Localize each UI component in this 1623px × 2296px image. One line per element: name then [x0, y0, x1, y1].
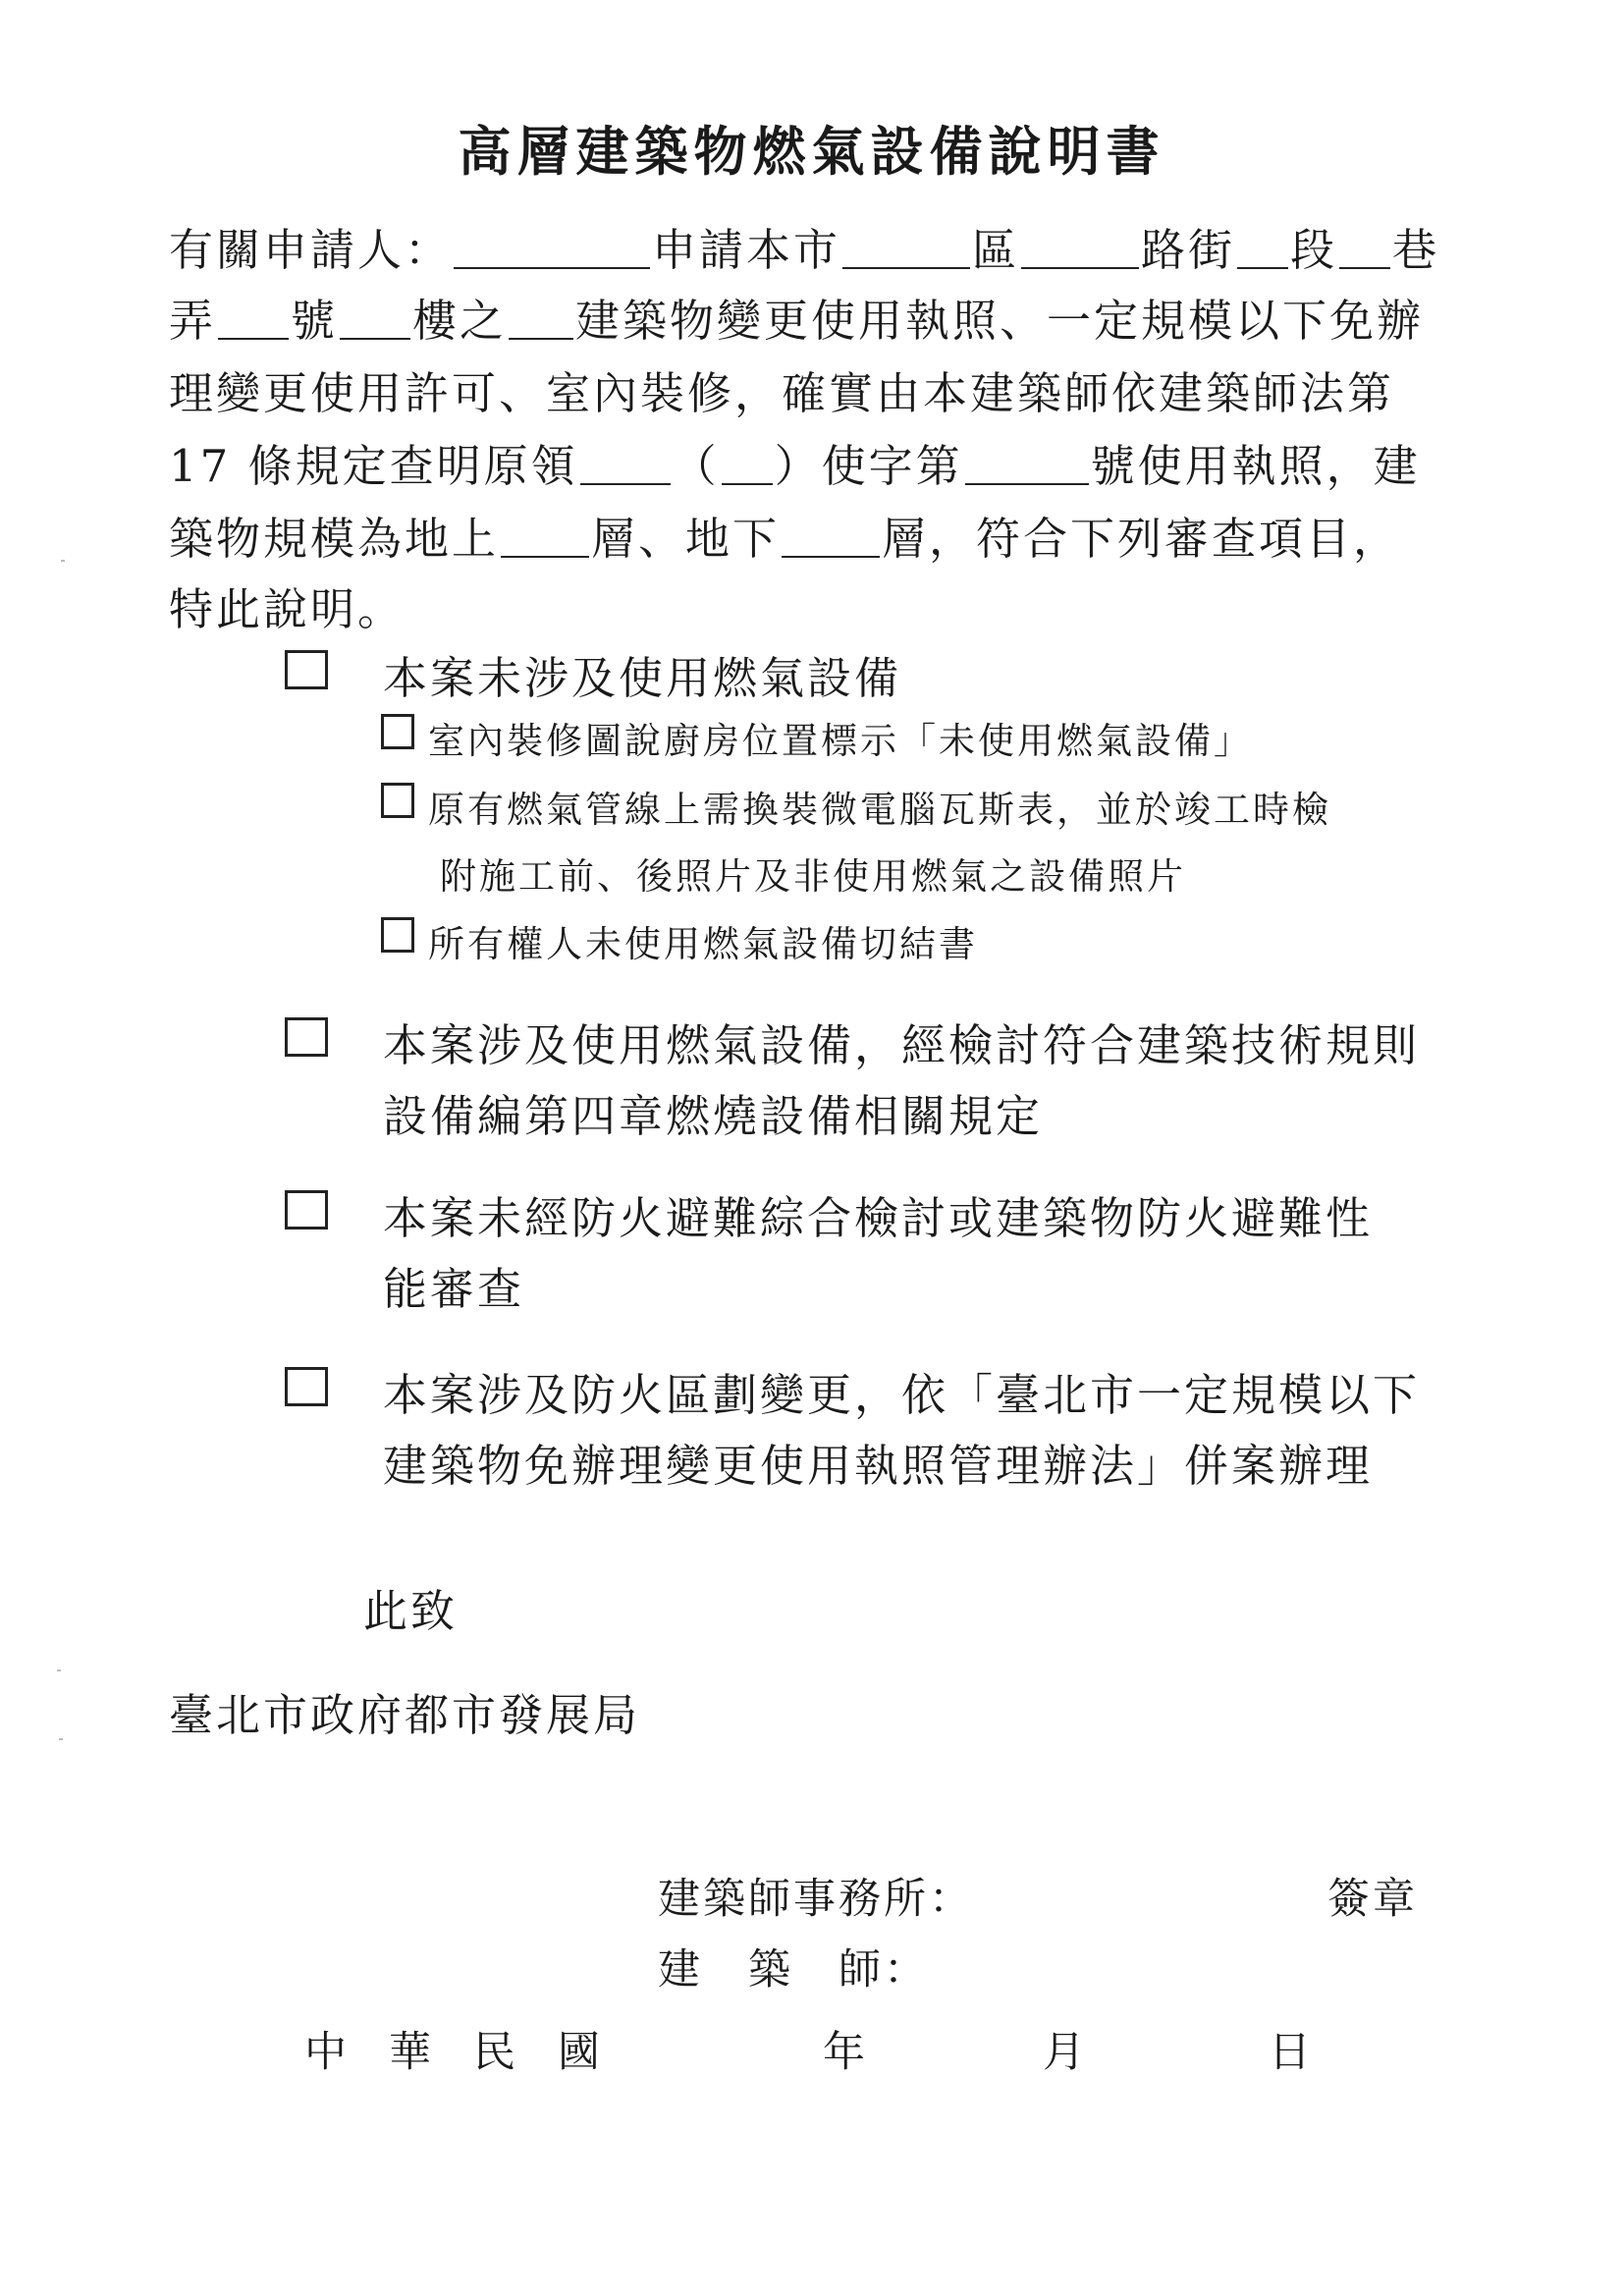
- date-month: 月: [1043, 2028, 1085, 2077]
- section-blank[interactable]: [1237, 223, 1288, 269]
- intro-text-5: 層，符合下列審查項目，: [882, 513, 1401, 565]
- road-blank[interactable]: [1021, 223, 1139, 269]
- intro-line-5: [169, 503, 1400, 567]
- option-1-sub-2-label-line-1: 原有燃氣管線上需換裝微電腦瓦斯表，並於竣工時檢: [428, 789, 1331, 831]
- lane-blank[interactable]: [1339, 223, 1390, 269]
- alley-label: 弄: [169, 295, 217, 347]
- document-title: 高層建築物燃氣設備說明書: [458, 120, 1165, 183]
- scan-speck: [61, 560, 65, 562]
- option-2-label-line-1: 本案涉及使用燃氣設備，經檢討符合建築技術規則: [383, 1019, 1421, 1071]
- option-3-label-line-1: 本案未經防火避難綜合檢討或建築物防火避難性: [383, 1192, 1374, 1244]
- intro-line-1: [169, 214, 1439, 278]
- option-2-label-line-2: 設備編第四章燃燒設備相關規定: [383, 1090, 1044, 1142]
- scan-speck: [57, 1669, 61, 1671]
- applicant-label: 有關申請人：: [169, 224, 453, 276]
- floor-label: 樓之: [412, 295, 508, 347]
- option-4-label-line-2: 建築物免辦理變更使用執照管理辦法」併案辦理: [383, 1440, 1374, 1492]
- district-blank[interactable]: [842, 223, 970, 269]
- option-3-label-line-2: 能審查: [383, 1263, 525, 1315]
- date-day: 日: [1269, 2028, 1311, 2077]
- license-number-blank[interactable]: [965, 439, 1089, 485]
- license-suffix: 號使用執照，建: [1090, 440, 1421, 492]
- above-ground-label: 築物規模為地上: [169, 513, 500, 565]
- seal-label: 簽章: [1327, 1875, 1418, 1924]
- applicant-blank[interactable]: [454, 223, 650, 269]
- intro-line-2: [169, 285, 1424, 349]
- open-paren: （: [672, 440, 720, 492]
- option-1-sub-3-checkbox[interactable]: [381, 917, 414, 953]
- road-label: 路街: [1141, 224, 1236, 276]
- architect-label: 建 築 師：: [658, 1945, 929, 1995]
- closing-salutation: 此致: [363, 1585, 459, 1637]
- number-blank[interactable]: [340, 294, 410, 340]
- number-label: 號: [291, 295, 339, 347]
- option-1-sub-1-checkbox[interactable]: [381, 714, 414, 749]
- license-year-blank[interactable]: [722, 439, 773, 485]
- license-origin-blank[interactable]: [580, 439, 671, 485]
- district-label: 區: [972, 224, 1020, 276]
- option-2-checkbox[interactable]: [285, 1017, 328, 1057]
- section-label: 段: [1290, 224, 1338, 276]
- alley-blank[interactable]: [218, 294, 289, 340]
- office-label: 建築師事務所：: [658, 1875, 974, 1924]
- regulation-text: 17 條規定查明原領: [169, 440, 578, 492]
- option-4-checkbox[interactable]: [285, 1367, 328, 1406]
- city-label: 申請本市: [652, 224, 841, 276]
- scan-speck: [59, 1738, 63, 1740]
- option-1-checkbox[interactable]: [285, 650, 328, 689]
- license-prefix: ）使字第: [774, 440, 963, 492]
- option-4-label-line-1: 本案涉及防火區劃變更，依「臺北市一定規模以下: [383, 1369, 1421, 1421]
- lane-label: 巷: [1392, 224, 1440, 276]
- option-1-sub-2-label-line-2: 附施工前、後照片及非使用燃氣之設備照片: [440, 855, 1186, 898]
- intro-line-6: 特此說明。: [169, 583, 406, 635]
- above-ground-blank[interactable]: [501, 512, 589, 558]
- floor-blank[interactable]: [509, 294, 573, 340]
- date-year: 年: [823, 2028, 865, 2077]
- option-1-sub-2-checkbox[interactable]: [381, 783, 414, 818]
- option-1-sub-1-label: 室內裝修圖說廚房位置標示「未使用燃氣設備」: [428, 720, 1253, 762]
- below-ground-label: 層、地下: [591, 513, 781, 565]
- option-1-sub-3-label: 所有權人未使用燃氣設備切結書: [428, 923, 978, 965]
- option-3-checkbox[interactable]: [285, 1190, 328, 1230]
- intro-text-2: 建築物變更使用執照、一定規模以下免辦: [575, 295, 1425, 347]
- date-era: 中 華 民 國: [304, 2028, 600, 2077]
- below-ground-blank[interactable]: [782, 512, 880, 558]
- intro-line-4: [169, 430, 1421, 494]
- recipient: 臺北市政府都市發展局: [169, 1689, 641, 1741]
- intro-line-3: 理變更使用許可、室內裝修，確實由本建築師依建築師法第: [169, 367, 1395, 419]
- option-1-label: 本案未涉及使用燃氣設備: [383, 652, 902, 704]
